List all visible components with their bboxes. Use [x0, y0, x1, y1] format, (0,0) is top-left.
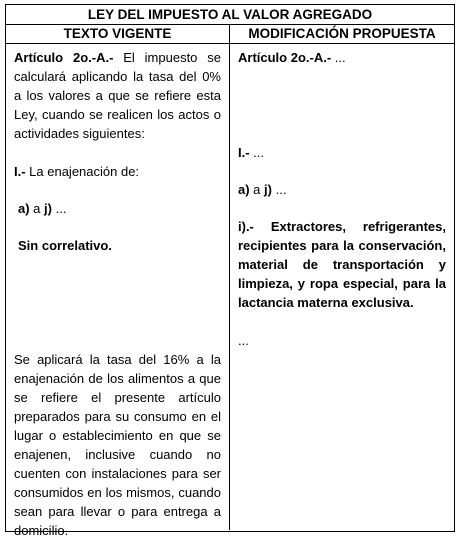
- body-row: [6, 44, 454, 538]
- left-subsection-mid: a: [29, 201, 45, 216]
- right-ellipsis: ...: [238, 333, 249, 348]
- header-texto-vigente: TEXTO VIGENTE: [6, 25, 230, 43]
- right-subsection-a: a): [238, 182, 250, 197]
- right-subsections: [238, 180, 446, 199]
- right-column: [230, 44, 454, 530]
- left-subsections: [14, 199, 221, 218]
- right-fraction-label: I.-: [238, 145, 250, 160]
- right-subsection-mid: a: [249, 182, 265, 197]
- left-article-text: El impuesto se calculará aplicando la tasa del 0% a los valores a que se refiere esta Ley, cuando se realicen los actos o actividades siguientes:: [14, 50, 221, 141]
- right-article-tail: ...: [331, 50, 346, 65]
- left-fraction-text: La enajenación de:: [25, 164, 140, 179]
- left-subsection-tail: ...: [51, 201, 67, 216]
- right-article-label: Artículo 2o.-A.-: [238, 50, 332, 65]
- right-new-item: i).- Extractores, refrigerantes, recipientes para la conservación, material de transportación y limpieza, y ropa especial, para la lactancia materna exclusiva.: [238, 219, 446, 310]
- table-title: LEY DEL IMPUESTO AL VALOR AGREGADO: [6, 5, 454, 25]
- left-subsection-j: j): [44, 201, 52, 216]
- right-fraction: [238, 143, 446, 162]
- left-fraction-label: I.-: [14, 164, 26, 179]
- left-fraction: [14, 162, 221, 181]
- header-modificacion-propuesta: MODIFICACIÓN PROPUESTA: [248, 26, 436, 41]
- left-closing-paragraph: Se aplicará la tasa del 16% a la enajenación de los alimentos a que se refiere el presente artículo preparados para su consumo en el lugar o establecimiento en que se enajenen, inclusive cuando no cuenten con instalaciones para ser consumidos en los mismos, cuando sean para llevar o para entrega a domicilio.: [14, 352, 221, 538]
- right-subsection-tail: ...: [271, 182, 287, 197]
- left-article-paragraph: [14, 48, 221, 143]
- right-fraction-tail: ...: [249, 145, 265, 160]
- left-sin-correlativo: Sin correlativo.: [18, 238, 112, 253]
- left-subsection-a: a): [18, 201, 30, 216]
- left-article-label: Artículo 2o.-A.-: [14, 50, 114, 65]
- comparison-table: [5, 4, 455, 538]
- right-article: [238, 48, 446, 67]
- left-column: [6, 44, 230, 538]
- header-row: [6, 25, 454, 44]
- right-subsection-j: j): [264, 182, 272, 197]
